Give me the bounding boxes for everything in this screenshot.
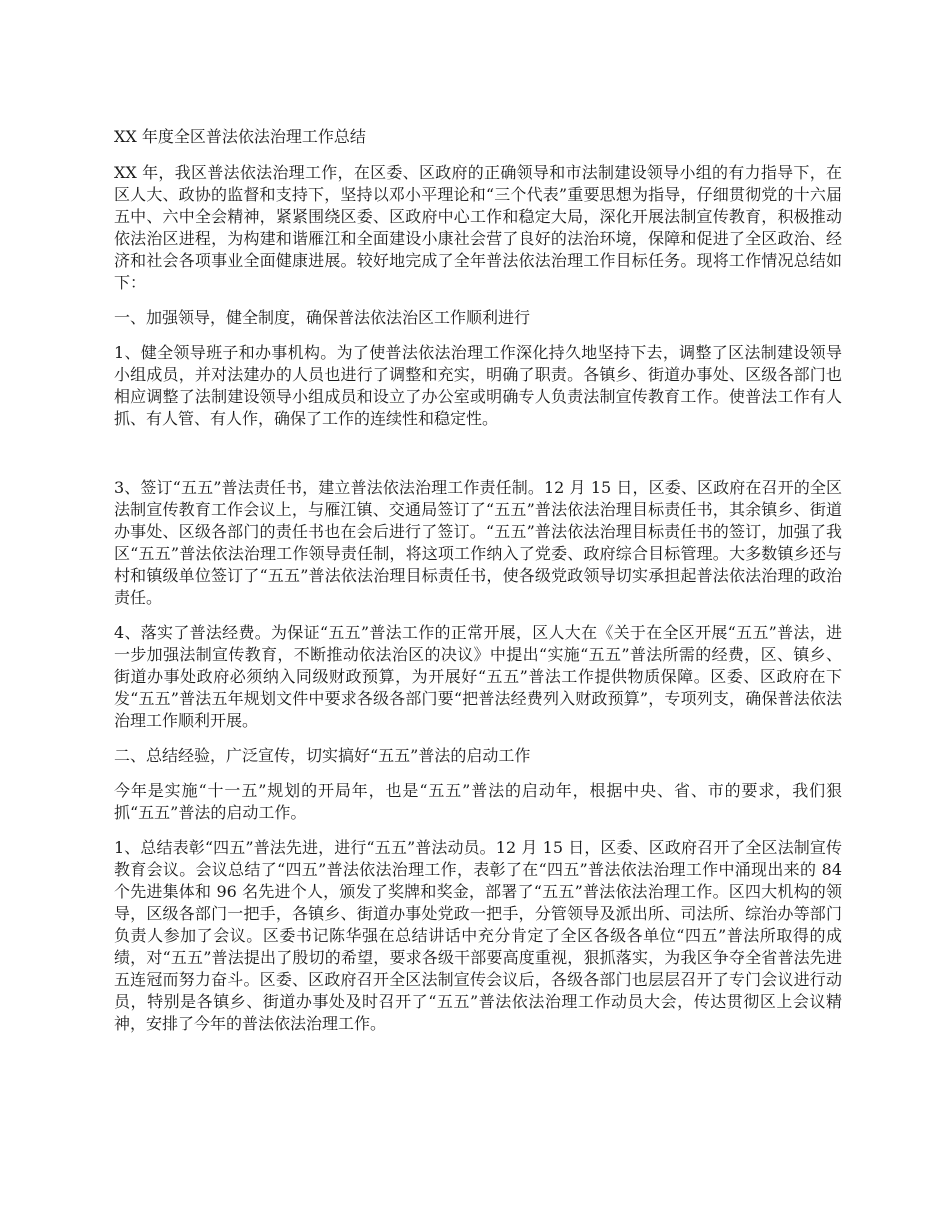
section-1-paragraph-1: 1、健全领导班子和办事机构。为了使普法依法治理工作深化持久地坚持下去，调整了区法制建设领导小组成员，并对法建办的人员也进行了调整和充实，明确了职责。各镇乡、街道办事处、区级各部门也相应调整了法制建设领导小组成员和设立了办公室或明确专人负责法制宣传教育工作。使普法工作有人抓、有人管、有人作，确保了工作的连续性和稳定性。 — [114, 343, 842, 428]
document-page — [114, 126, 842, 1048]
blank-gap — [114, 443, 842, 477]
section-1-heading: 一、加强领导，健全制度，确保普法依法治区工作顺利进行 — [114, 308, 531, 327]
intro-paragraph: XX 年，我区普法依法治理工作，在区委、区政府的正确领导和市法制建设领导小组的有力指导下，在区人大、政协的监督和支持下，坚持以邓小平理论和“三个代表”重要思想为指导，仔细贯彻党的十六届五中、六中全会精神，紧紧围绕区委、区政府中心工作和稳定大局，深化开展法制宣传教育，积极推动依法治区进程，为构建和谐雁江和全面建设小康社会营了良好的法治环境，保障和促进了全区政治、经济和社会各项事业全面健康进展。较好地完成了全年普法依法治理工作目标任务。现将工作情况总结如下： — [114, 163, 842, 292]
section-1-paragraph-3: 3、签订“五五”普法责任书，建立普法依法治理工作责任制。12 月 15 日，区委、区政府在召开的全区法制宣传教育工作会议上，与雁江镇、交通局签订了“五五”普法依法治理目标责任书，其余镇乡、街道办事处、区级各部门的责任书也在会后进行了签订。“五五”普法依法治理目标责任书的签订，加强了我区“五五”普法依法治理工作领导责任制，将这项工作纳入了党委、政府综合目标管理。大多数镇乡还与村和镇级单位签订了“五五”普法依法治理目标责任书，使各级党政领导切实承担起普法依法治理的政治责任。 — [114, 478, 842, 607]
section-1-paragraph-4: 4、落实了普法经费。为保证“五五”普法工作的正常开展，区人大在《关于在全区开展“五五”普法，进一步加强法制宣传教育，不断推动依法治区的决议》中提出“实施“五五”普法所需的经费，区、镇乡、街道办事处政府必须纳入同级财政预算，为开展好“五五”普法工作提供物质保障。区委、区政府在下发“五五”普法五年规划文件中要求各级各部门要“把普法经费列入财政预算”，专项列支，确保普法依法治理工作顺利开展。 — [114, 623, 842, 730]
section-2-heading: 二、总结经验，广泛宣传，切实搞好“五五”普法的启动工作 — [114, 746, 531, 765]
section-2-paragraph-1: 1、总结表彰“四五”普法先进，进行“五五”普法动员。12 月 15 日，区委、区政府召开了全区法制宣传教育会议。会议总结了“四五”普法依法治理工作，表彰了在“四五”普法依法治理工作中涌现出来的 84 个先进集体和 96 名先进个人，颁发了奖牌和奖金，部署了“五五”普法依法治理工作。区四大机构的领导，区级各部门一把手，各镇乡、街道办事处党政一把手，分管领导及派出所、司法所、综治办等部门负责人参加了会议。区委书记陈华强在总结讲话中充分肯定了全区各级各单位“四五”普法所取得的成绩，对“五五”普法提出了殷切的希望，要求各级干部要高度重视，狠抓落实，为我区争夺全省普法先进五连冠而努力奋斗。区委、区政府召开全区法制宣传会议后，各级各部门也层层召开了专门会议进行动员，特别是各镇乡、街道办事处及时召开了“五五”普法依法治理工作动员大会，传达贯彻区上会议精神，安排了今年的普法依法治理工作。 — [114, 838, 842, 1033]
document-title: XX 年度全区普法依法治理工作总结 — [114, 127, 366, 146]
section-2-intro: 今年是实施“十一五”规划的开局年，也是“五五”普法的启动年，根据中央、省、市的要求，我们狠抓“五五”普法的启动工作。 — [114, 781, 842, 822]
